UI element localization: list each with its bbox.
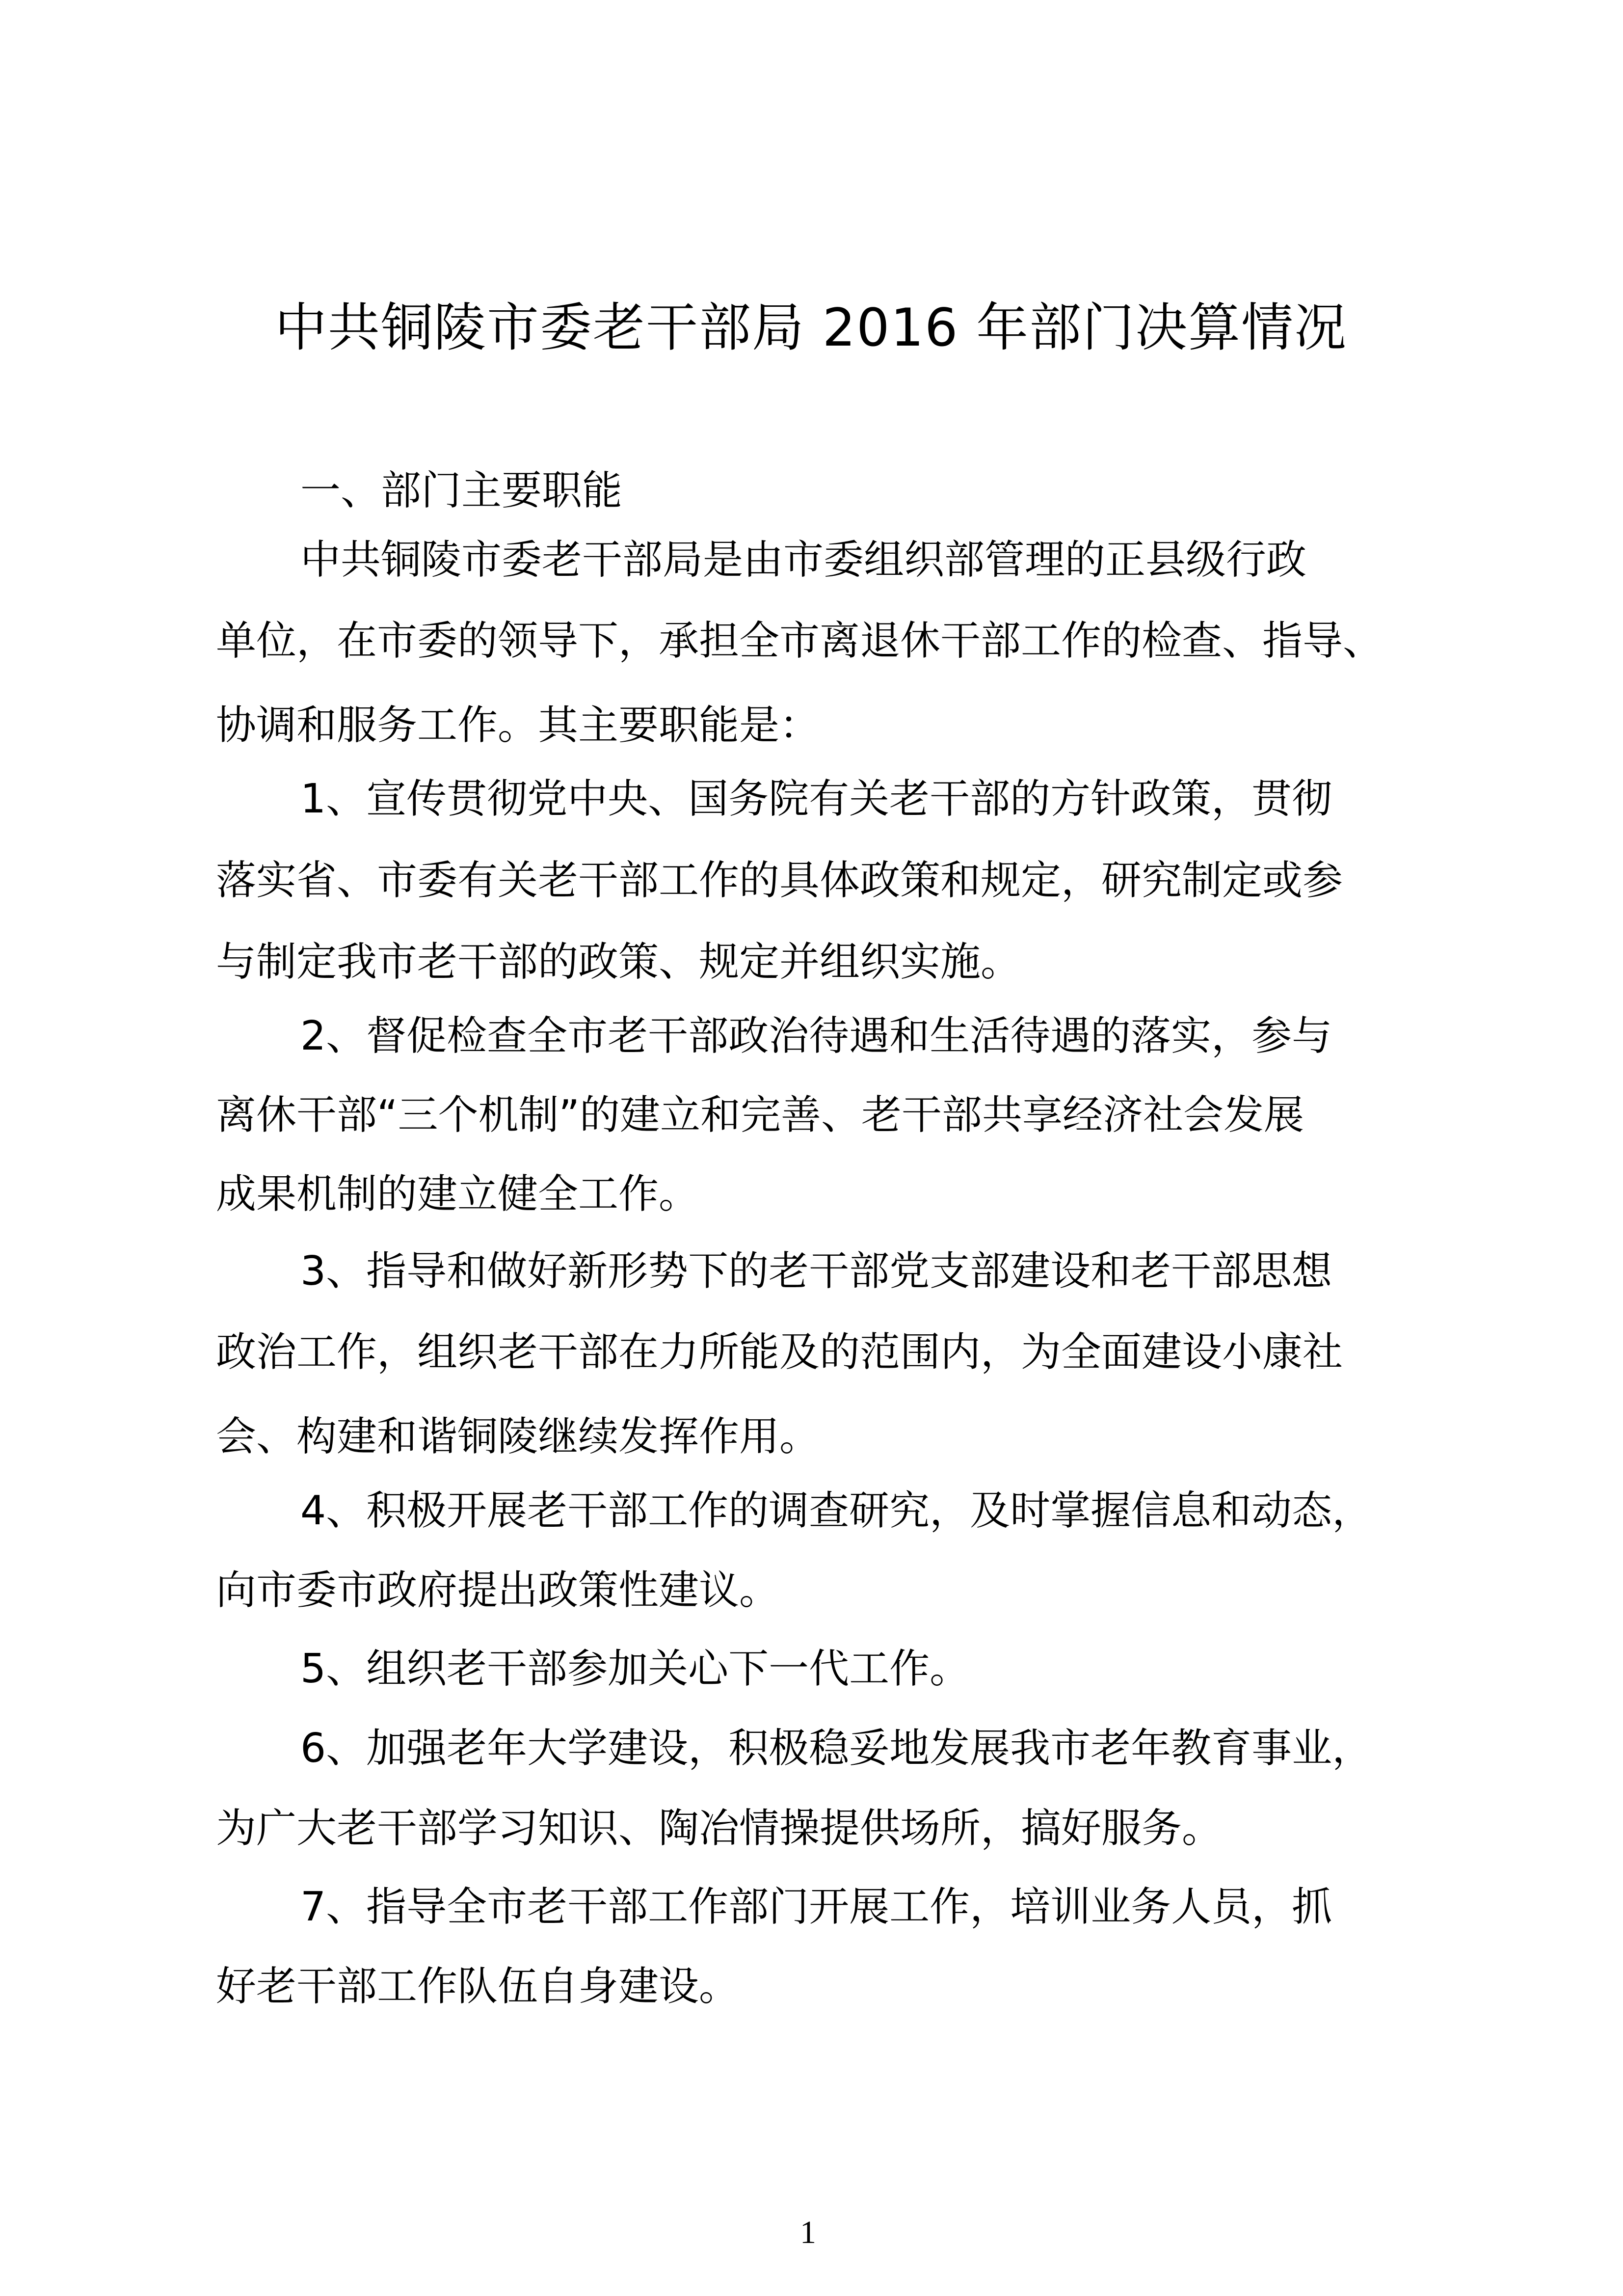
list-item-line: 离休干部“三个机制”的建立和完善、老干部共享经济社会发展 <box>216 1092 1304 1138</box>
list-item-line: 6、加强老年大学建设，积极稳妥地发展我市老年教育事业， <box>300 1725 1373 1772</box>
list-item-line: 成果机制的建立健全工作。 <box>216 1171 699 1217</box>
list-item-line: 好老干部工作队伍自身建设。 <box>216 1963 740 2010</box>
list-item-line: 与制定我市老干部的政策、规定并组织实施。 <box>216 939 1021 985</box>
section-heading: 一、部门主要职能 <box>300 467 623 514</box>
page-number: 1 <box>800 2215 816 2250</box>
list-item-line: 政治工作，组织老干部在力所能及的范围内，为全面建设小康社 <box>216 1329 1343 1376</box>
list-item-line: 7、指导全市老干部工作部门开展工作，培训业务人员，抓 <box>300 1884 1332 1930</box>
list-item-line: 落实省、市委有关老干部工作的具体政策和规定，研究制定或参 <box>216 857 1343 904</box>
list-item-line: 1、宣传贯彻党中央、国务院有关老干部的方针政策，贯彻 <box>300 776 1332 822</box>
intro-line: 单位，在市委的领导下，承担全市离退休干部工作的检查、指导、 <box>216 618 1384 664</box>
list-item-line: 3、指导和做好新形势下的老干部党支部建设和老干部思想 <box>300 1248 1332 1295</box>
list-item-line: 会、构建和谐铜陵继续发挥作用。 <box>216 1413 820 1460</box>
list-item-line: 4、积极开展老干部工作的调查研究，及时掌握信息和动态， <box>300 1487 1373 1534</box>
list-item-line: 为广大老干部学习知识、陶冶情操提供场所，搞好服务。 <box>216 1805 1223 1852</box>
list-item-line: 向市委市政府提出政策性建议。 <box>216 1567 780 1614</box>
list-item-line: 2、督促检查全市老干部政治待遇和生活待遇的落实，参与 <box>300 1013 1332 1059</box>
document-title: 中共铜陵市委老干部局 2016 年部门决算情况 <box>275 297 1348 358</box>
intro-line: 中共铜陵市委老干部局是由市委组织部管理的正县级行政 <box>300 537 1307 583</box>
intro-line: 协调和服务工作。其主要职能是： <box>216 702 820 749</box>
list-item-line: 5、组织老干部参加关心下一代工作。 <box>300 1646 970 1692</box>
